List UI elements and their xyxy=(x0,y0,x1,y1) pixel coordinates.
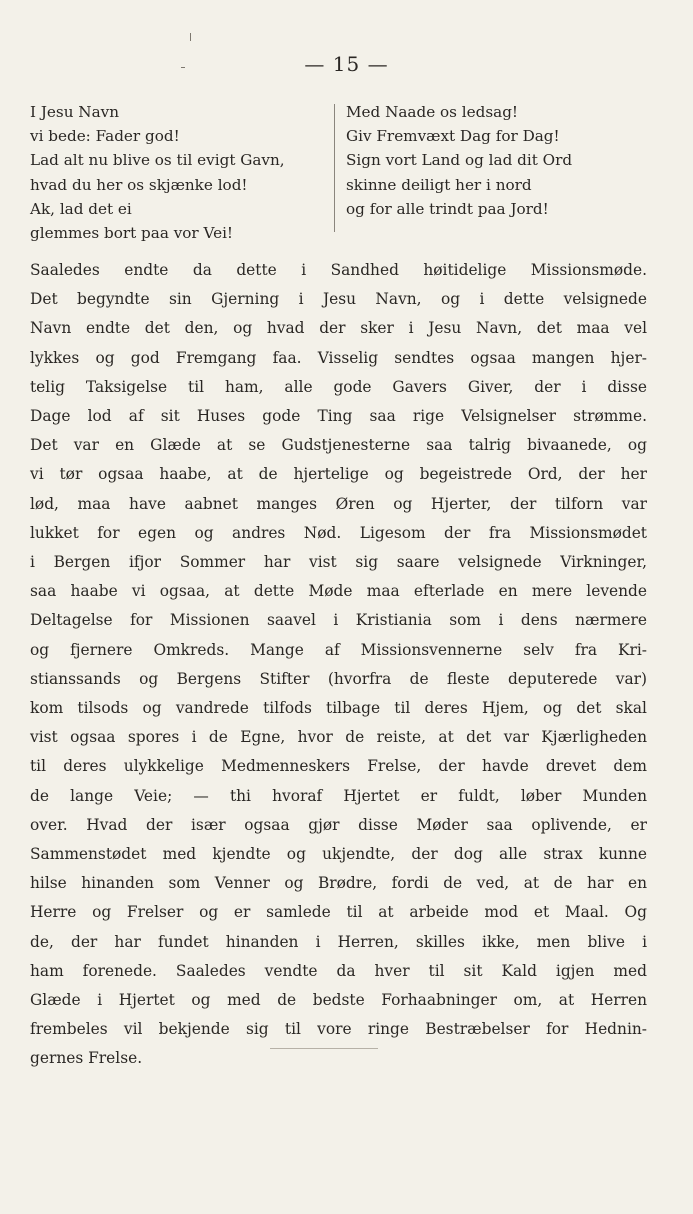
paragraph-line: Sammenstødet med kjendte og ukjendte, der dog alle strax kunne xyxy=(30,845,647,864)
paragraph-line: Navn endte det den, og hvad der sker i Jesu Navn, det maa vel xyxy=(30,319,647,338)
paragraph-line: hilse hinanden som Venner og Brødre, fordi de ved, at de har en xyxy=(30,874,647,893)
paragraph-line: kom tilsods og vandrede tilfods tilbage til deres Hjem, og det skal xyxy=(30,699,647,718)
closing-rule xyxy=(270,1048,378,1049)
paragraph-line: Deltagelse for Missionen saavel i Kristiania som i dens nærmere xyxy=(30,611,647,630)
verse-line: glemmes bort paa vor Vei! xyxy=(30,224,234,243)
paragraph-line: de, der har fundet hinanden i Herren, skilles ikke, men blive i xyxy=(30,932,647,951)
paragraph-line: vist ogsaa spores i de Egne, hvor de reiste, at det var Kjærligheden xyxy=(30,728,647,747)
paragraph-line: lykkes og god Fremgang faa. Visselig sendtes ogsaa mangen hjer- xyxy=(30,348,647,367)
hymn-verse-right xyxy=(346,100,666,221)
paragraph-line: gernes Frelse. xyxy=(30,1049,143,1068)
paragraph-line: Saaledes endte da dette i Sandhed høitidelige Missionsmøde. xyxy=(30,261,647,279)
paragraph-line: Dage lod af sit Huses gode Ting saa rige Velsignelser strømme. xyxy=(30,407,647,426)
paragraph-line: Det var en Glæde at se Gudstjenesterne saa talrig bivaanede, og xyxy=(30,436,647,455)
paragraph-line: de lange Veie; — thi hvoraf Hjertet er fuldt, løber Munden xyxy=(30,786,647,805)
verse-line: hvad du her os skjænke lod! xyxy=(30,175,248,194)
verse-line: Giv Fremvæxt Dag for Dag! xyxy=(346,127,560,146)
paragraph-line: telig Taksigelse til ham, alle gode Gavers Giver, der i disse xyxy=(30,377,647,396)
verse-line: Lad alt nu blive os til evigt Gavn, xyxy=(30,151,285,170)
paragraph-line: Glæde i Hjertet og med de bedste Forhaabninger om, at Herren xyxy=(30,991,647,1010)
body-paragraph xyxy=(30,256,647,1074)
page-number: — 15 — xyxy=(304,52,389,76)
paragraph-line: Herre og Frelser og er samlede til at arbeide mod et Maal. Og xyxy=(30,903,647,922)
verse-line: og for alle trindt paa Jord! xyxy=(346,199,549,218)
paragraph-line: lød, maa have aabnet manges Øren og Hjerter, der tilforn var xyxy=(30,494,647,513)
print-speck xyxy=(190,33,191,41)
verse-line: skinne deiligt her i nord xyxy=(346,175,532,194)
paragraph-line: i Bergen ifjor Sommer har vist sig saare velsignede Virkninger, xyxy=(30,553,647,572)
verse-line: Ak, lad det ei xyxy=(30,199,132,218)
paragraph-line: til deres ulykkelige Medmenneskers Frelse, der havde drevet dem xyxy=(30,757,647,776)
paragraph-line: saa haabe vi ogsaa, at dette Møde maa efterlade en mere levende xyxy=(30,582,647,601)
verse-line: Med Naade os ledsag! xyxy=(346,103,519,121)
paragraph-line: ham forenede. Saaledes vendte da hver til sit Kald igjen med xyxy=(30,961,647,980)
paragraph-line: over. Hvad der især ogsaa gjør disse Møder saa oplivende, er xyxy=(30,815,647,834)
paragraph-line: stianssands og Bergens Stifter (hvorfra de fleste deputerede var) xyxy=(30,669,647,688)
paragraph-line: lukket for egen og andres Nød. Ligesom der fra Missionsmødet xyxy=(30,523,647,542)
paragraph-line: frembeles vil bekjende sig til vore ringe Bestræbelser for Hednin- xyxy=(30,1020,647,1039)
paragraph-line: og fjernere Omkreds. Mange af Missionsvennerne selv fra Kri- xyxy=(30,640,647,659)
column-divider xyxy=(334,104,335,232)
paragraph-line: vi tør ogsaa haabe, at de hjertelige og begeistrede Ord, der her xyxy=(30,465,647,484)
verse-line: Sign vort Land og lad dit Ord xyxy=(346,151,573,170)
hymn-verse-left xyxy=(30,100,330,245)
verse-line: vi bede: Fader god! xyxy=(30,127,180,146)
verse-line: I Jesu Navn xyxy=(30,103,120,121)
paragraph-line: Det begyndte sin Gjerning i Jesu Navn, og i dette velsignede xyxy=(30,290,647,309)
